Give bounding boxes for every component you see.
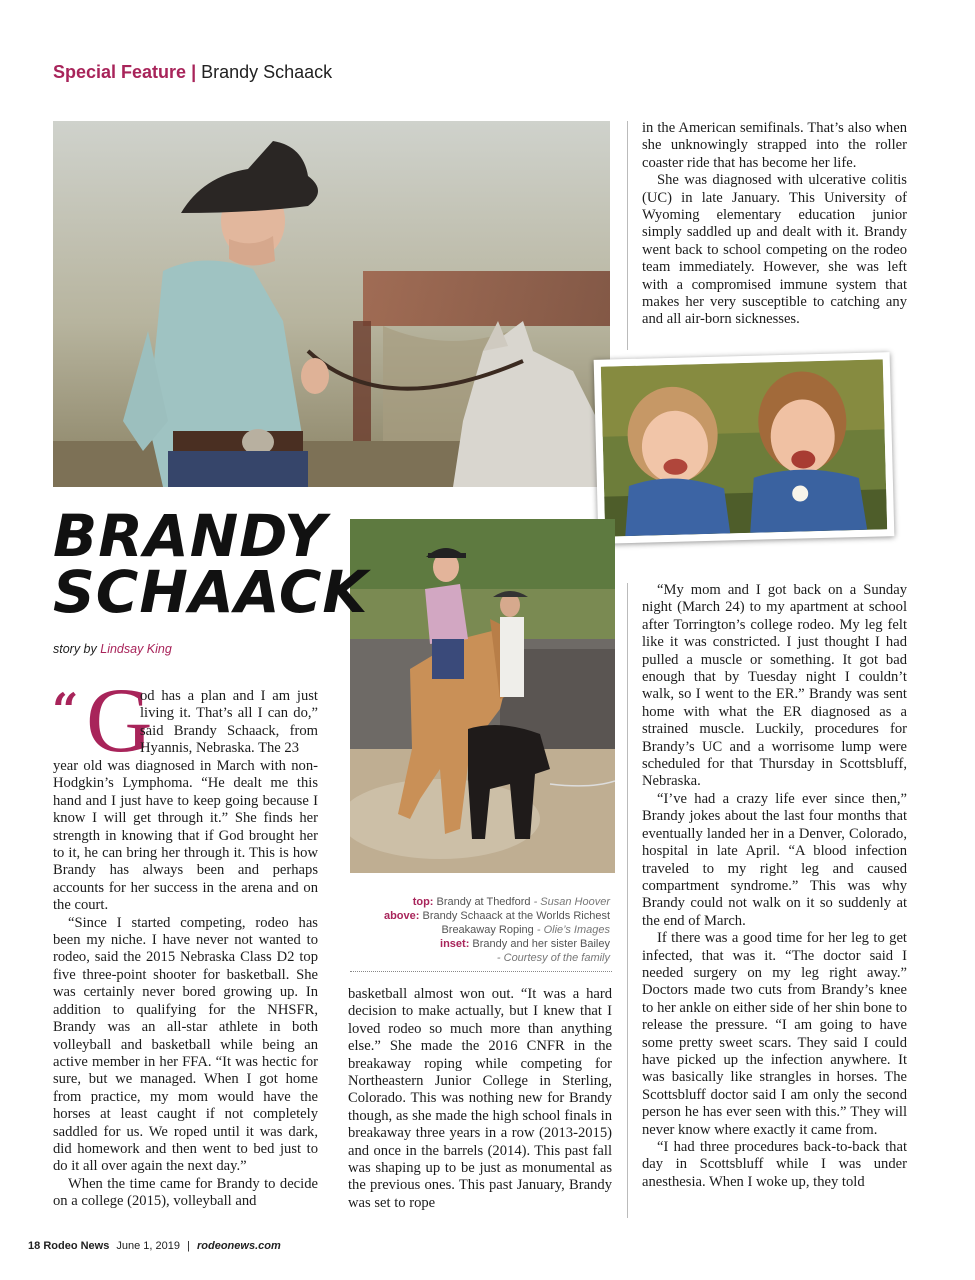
caption-inset-text: Brandy and her sister Bailey	[472, 938, 610, 950]
column-1	[53, 758, 318, 1211]
drop-quote-mark: “	[52, 683, 79, 737]
page-footer	[28, 1240, 281, 1252]
page-number: 18	[28, 1240, 41, 1252]
col1-paragraph-3: When the time came for Brandy to decide on a college (2015), volleyball and	[53, 1175, 318, 1210]
rider-photo-illustration	[53, 121, 610, 487]
col1-paragraph-1-rest: year old was diagnosed in March with non-Hodgkin’s Lymphoma. “He dealt me this hand and I just have to keep going because I know I will get through it.” She finds her strength in knowing that if God brought her to it, he can bring her through it. This is how Brandy has always been and perhaps accounts for her success in the arena and on the court.	[53, 758, 318, 914]
header-subject: Brandy Schaack	[201, 62, 333, 82]
column-2	[348, 986, 612, 1212]
drop-cap-letter: G	[86, 669, 153, 771]
caption-above-label: above:	[383, 910, 420, 922]
column-rule-top	[627, 121, 628, 350]
caption-divider	[350, 971, 612, 972]
section-header	[53, 62, 332, 83]
byline	[53, 642, 172, 656]
caption-above-text: Brandy Schaack at the Worlds Richest Breakaway Roping	[422, 910, 610, 936]
col3-top-paragraph-2: She was diagnosed with ulcerative colitis (UC) in late January. This University of Wyoming elementary education junior simply saddled up and dealt with it. Brandy went back to school competing on the rodeo team immediately. However, she was left with a compromised immune system that makes her very susceptible to catching any and all air-born sicknesses.	[642, 172, 907, 328]
col3-bottom-paragraph-4: “I had three procedures back-to-back that day in Scottsbluff while I was under anesthesia. When I woke up, they told	[642, 1139, 907, 1190]
col3-top-paragraph-1: in the American semifinals. That’s also when she unknowingly strapped into the roller coaster ride that has become her life.	[642, 120, 907, 171]
middle-photo-roping	[350, 519, 615, 873]
column-1-lead	[140, 688, 318, 758]
col3-bottom-paragraph-3: If there was a good time for her leg to get infected, that was it. “The doctor said I needed surgery on my leg right away.” Doctors made two cuts from Brandy’s knee to her ankle on either side of her shin bone to release the pressure. “I am going to have some pretty sweet scars. They said I could have picked up the infection anywhere. It was basically like strangles in horses. The Scottsbluff doctor said I am only the second person he has ever seen with this.” They will never know where exactly it came from.	[642, 930, 907, 1138]
website: rodeonews.com	[197, 1240, 281, 1252]
caption-top	[350, 895, 610, 909]
caption-inset-credit: - Courtesy of the family	[496, 952, 610, 964]
section-label: Special Feature	[53, 62, 187, 82]
caption-inset-credit-line	[350, 951, 610, 965]
column-rule-bottom	[627, 583, 628, 1218]
col1-paragraph-2: “Since I started competing, rodeo has been my niche. I have never not wanted to rodeo, said the 2015 Nebraska Class D2 top five three-point shooter for basketball. She was certainly never bored growing up. In addition to qualifying for the NHSFR, Brandy was an all-star athlete in both volleyball and basketball while being an active member in her FFA. “It was hectic for sure, but we managed. When I got home from practice, my mom would have the horses at least caught if not completely saddled for us. We roped until it was dark, did homework and then went to bed just to do it all over again the next day.”	[53, 914, 318, 1175]
caption-top-credit: - Susan Hoover	[533, 896, 610, 908]
byline-author: Lindsay King	[100, 642, 172, 656]
caption-top-text: Brandy at Thedford	[436, 896, 531, 908]
header-separator: |	[191, 62, 197, 82]
magazine-name: Rodeo News	[43, 1240, 110, 1252]
byline-prefix: story by	[53, 642, 97, 656]
article-title	[53, 502, 369, 626]
caption-above	[350, 909, 610, 937]
column-3-bottom	[642, 582, 907, 1191]
col1-paragraph-1-lead: od has a plan and I am just living it. That’s all I can do,” said Brandy Schaack, from Hyannis, Nebraska. The 23	[140, 688, 318, 757]
col3-bottom-paragraph-2: “I’ve had a crazy life ever since then,” Brandy jokes about the last four months that eventually landed her in a Denver, Colorado, hospital in late April. “A blood infection traveled to my right leg and caused compartment syndrome.” This was why Brandy could not walk on it so suddenly at the end of March.	[642, 790, 907, 929]
caption-top-label: top:	[412, 896, 434, 908]
caption-inset	[350, 937, 610, 951]
sisters-photo-illustration	[601, 359, 887, 536]
col3-bottom-paragraph-1: “My mom and I got back on a Sunday night (March 24) to my apartment at school after Torrington’s college rodeo. My leg felt like it was constricted. I just thought I had pulled a muscle or something. It got bad enough that by Tuesday night I couldn’t walk, so I went to the ER.” Brandy was sent home with what the ER diagnosed as a strained muscle. Luckily, procedures for Brandy’s UC and a worrisome lump were scheduled for that Thursday in Scottsbluff, Nebraska.	[642, 582, 907, 790]
caption-above-credit: - Olie’s Images	[536, 924, 610, 936]
column-3-top	[642, 120, 907, 329]
caption-inset-label: inset:	[440, 938, 470, 950]
footer-separator: |	[187, 1240, 190, 1252]
photo-captions	[350, 895, 610, 965]
title-line-1: BRANDY	[53, 502, 327, 570]
issue-date: June 1, 2019	[116, 1240, 181, 1252]
roping-photo-illustration	[350, 519, 615, 873]
col2-paragraph-1: basketball almost won out. “It was a hard decision to make actually, but I knew that I loved rodeo so much more than anything else.” She made the 2016 CNFR in the breakaway roping while competing for Northeastern Junior College in Sterling, Colorado. This was nothing new for Brandy though, as she made the high school finals in breakaway three years in a row (2013-2015) and once in the barrels (2014). This past fall was shaping up to be just as monumental as the previous ones. This past January, Brandy was set to rope	[348, 986, 612, 1211]
title-line-2: SCHAACK	[53, 558, 369, 626]
top-photo-rider	[53, 121, 610, 487]
inset-photo-sisters	[594, 352, 895, 544]
